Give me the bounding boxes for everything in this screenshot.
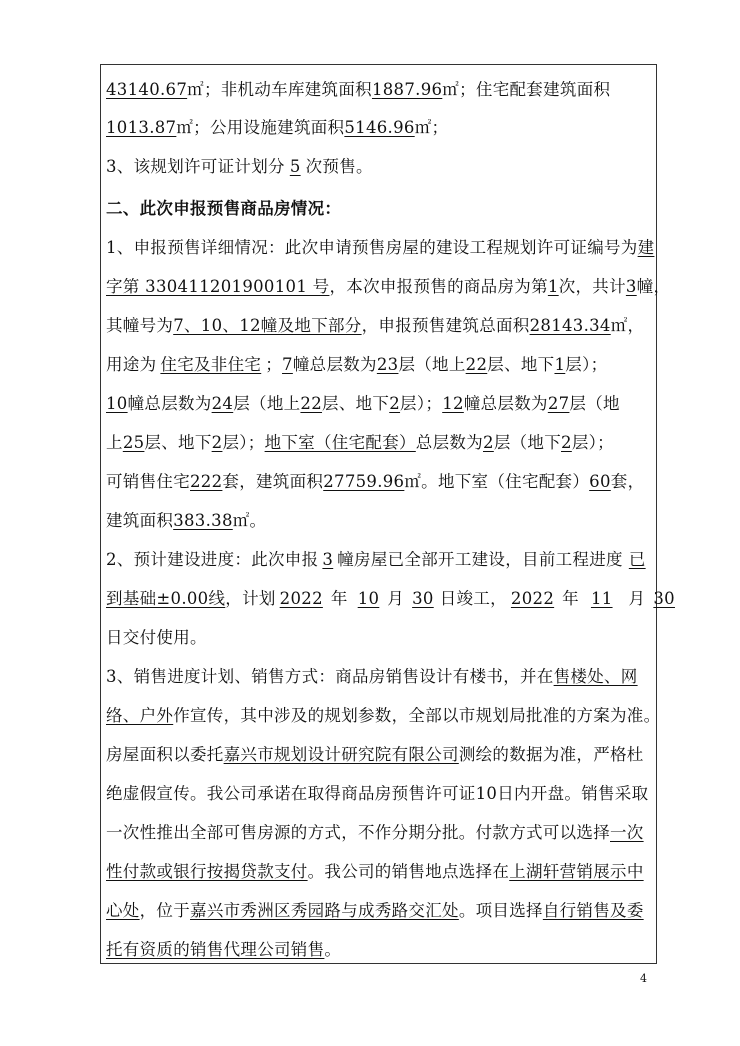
text-line-9: 10幢总层数为24层（地上22层、地下2层）；12幢总层数为27层（地	[106, 394, 620, 413]
text-line-12: 建筑面积383.38㎡。	[106, 511, 267, 530]
text-line-15: 日交付使用。	[106, 628, 207, 647]
text-line-17: 络、户外作宣传，其中涉及的规划参数，全部以市规划局批准的方案为准。	[106, 706, 661, 725]
text-line-21: 性付款或银行按揭贷款支付。我公司的销售地点选择在上湖轩营销展示中	[106, 862, 644, 881]
text-line-11: 可销售住宅222套，建筑面积27759.96㎡。地下室（住宅配套）60套，	[106, 472, 645, 491]
text-line-3: 3、该规划许可证计划分 5 次预售。	[106, 157, 373, 176]
text-line-2: 1013.87㎡；公用设施建筑面积5146.96㎡；	[106, 118, 449, 137]
text-line-22: 心处，位于嘉兴市秀洲区秀园路与成秀路交汇处。项目选择自行销售及委	[106, 901, 644, 920]
text-line-6: 字第 330411201900101 号，本次申报预售的商品房为第1次，共计3幢，	[106, 277, 671, 296]
text-line-5: 1、申报预售详细情况：此次申请预售房屋的建设工程规划许可证编号为建	[106, 238, 655, 257]
page-number: 4	[640, 972, 647, 985]
text-line-8: 用途为 住宅及非住宅 ；7幢总层数为23层（地上22层、地下1层）；	[106, 355, 608, 374]
text-line-14: 到基础±0.00线，计划 2022 年 10 月 30 日竣工， 2022 年 11 月 30	[106, 589, 675, 608]
text-line-18: 房屋面积以委托嘉兴市规划设计研究院有限公司测绘的数据为准，严格杜	[106, 745, 644, 764]
text-line-13: 2、预计建设进度：此次申报 3 幢房屋已全部开工建设，目前工程进度 已	[106, 550, 646, 569]
text-line-23: 托有资质的销售代理公司销售。	[106, 940, 342, 959]
section-heading: 二、此次申报预售商品房情况：	[106, 199, 342, 218]
text-line-20: 一次性推出全部可售房源的方式，不作分期分批。付款方式可以选择一次	[106, 823, 644, 842]
text-line-1: 43140.67㎡；非机动车库建筑面积1887.96㎡；住宅配套建筑面积	[106, 80, 611, 99]
text-line-16: 3、销售进度计划、销售方式：商品房销售设计有楼书，并在售楼处、网	[106, 667, 638, 686]
text-line-19: 绝虚假宣传。我公司承诺在取得商品房预售许可证10日内开盘。销售采取	[106, 784, 649, 803]
text-line-10: 上25层、地下2层）；地下室（住宅配套）总层数为2层（地下2层）；	[106, 433, 614, 452]
text-line-7: 其幢号为7、10、12幢及地下部分，申报预售建筑总面积28143.34㎡，	[106, 316, 645, 335]
